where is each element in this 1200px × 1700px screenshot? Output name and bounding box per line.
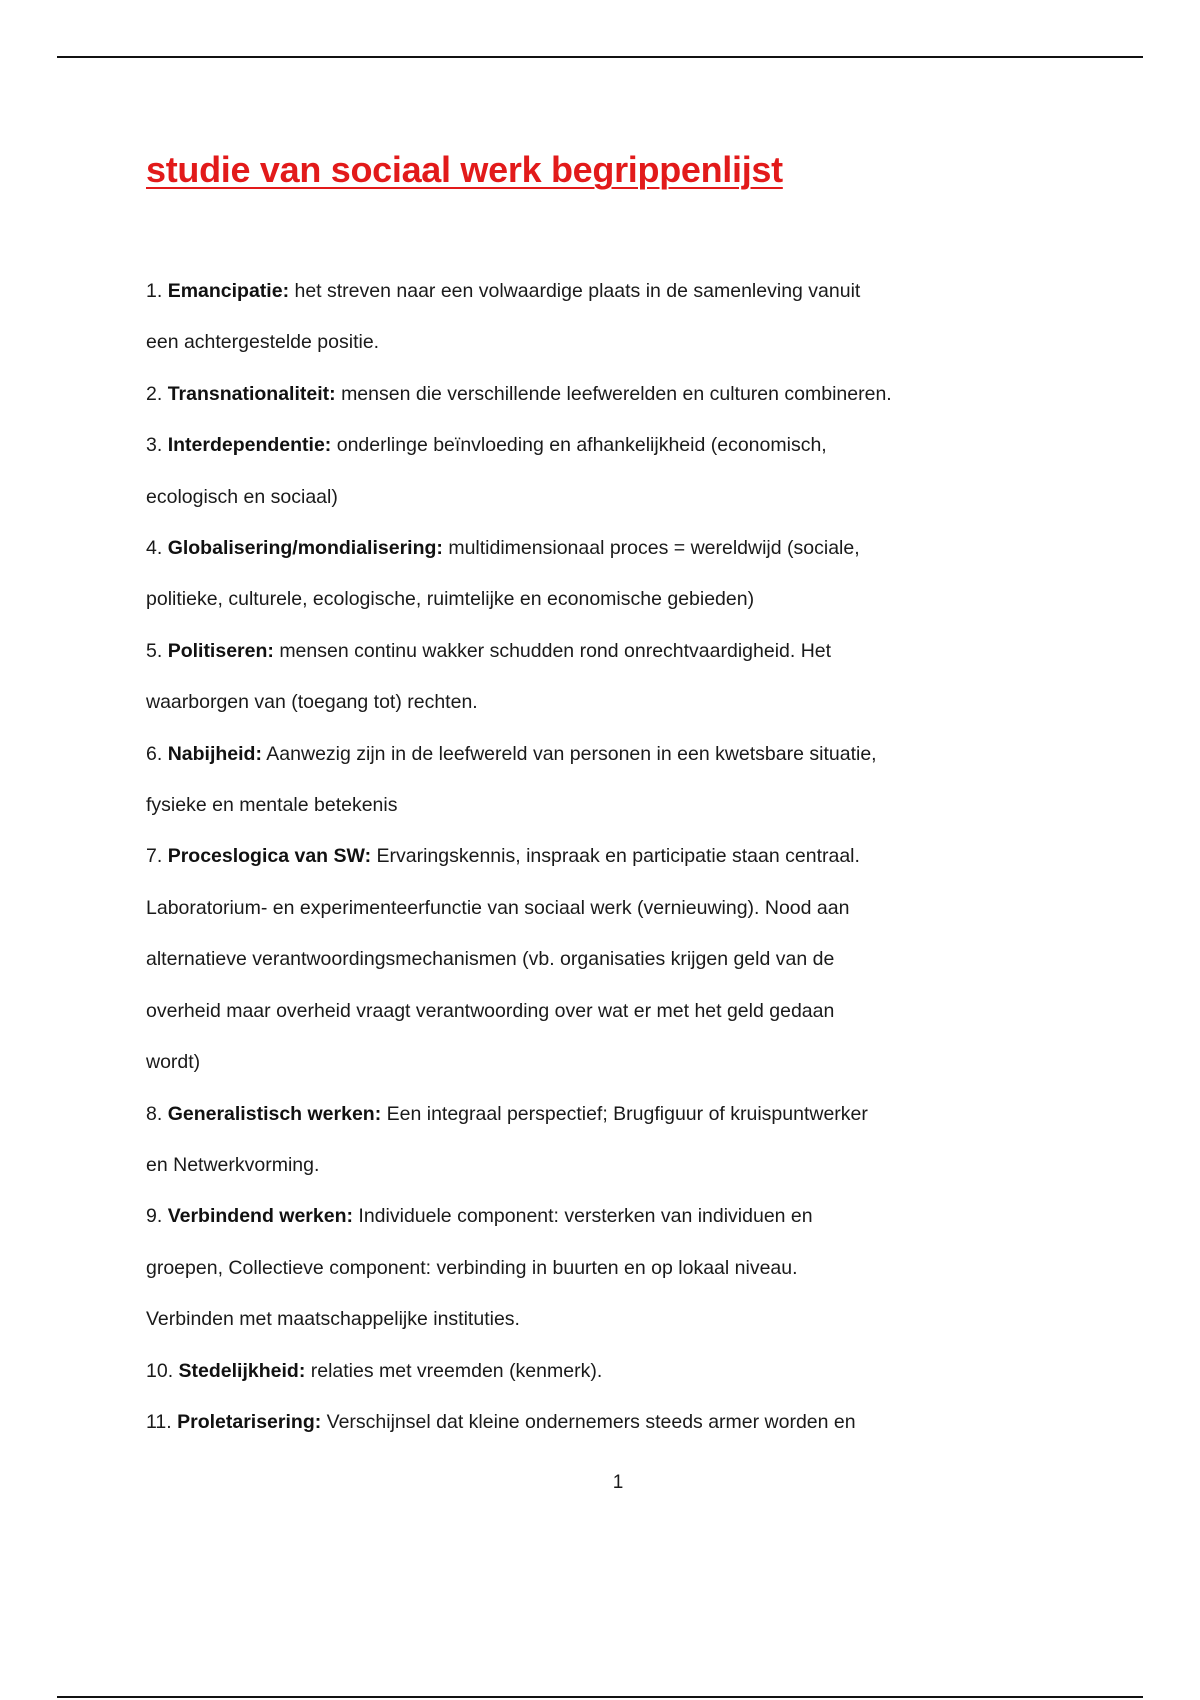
term-line: multidimensionaal proces = wereldwijd (sociale, (448, 537, 860, 560)
term-number: 6. (146, 742, 163, 765)
term-continuation (146, 1140, 1046, 1191)
term-line: Verschijnsel dat kleine ondernemers steeds armer worden en (326, 1410, 856, 1433)
term-word: Emancipatie: (167, 280, 290, 302)
term-number: 9. (146, 1205, 163, 1228)
term-number: 8. (146, 1102, 163, 1125)
header-rule (57, 56, 1143, 58)
term-continuation (146, 1037, 1046, 1088)
term-line: wordt) (146, 1051, 201, 1074)
term-word: Verbindend werken: (167, 1205, 353, 1228)
term-continuation (146, 780, 1046, 831)
term-continuation (146, 883, 1046, 934)
term-line: en Netwerkvorming. (146, 1153, 320, 1176)
term-item (146, 831, 1046, 882)
term-word: Stedelijkheid: (178, 1359, 306, 1382)
term-continuation (146, 677, 1046, 728)
term-number: 2. (146, 382, 163, 405)
term-line: onderlinge beïnvloeding en afhankelijkheid (economisch, (336, 434, 827, 457)
term-line: mensen continu wakker schudden rond onrechtvaardigheid. Het (279, 639, 832, 662)
term-line: Individuele component: versterken van individuen en (358, 1205, 813, 1228)
term-number: 4. (146, 537, 163, 560)
term-word: Nabijheid: (167, 742, 262, 765)
term-continuation (146, 317, 1046, 368)
page-number: 1 (612, 1472, 624, 1493)
term-continuation (146, 986, 1046, 1037)
term-line: een achtergestelde positie. (146, 331, 380, 354)
term-line: Laboratorium- en experimenteerfunctie van sociaal werk (vernieuwing). Nood aan (146, 896, 850, 919)
term-word: Globalisering/mondialisering: (167, 537, 443, 560)
term-number: 11. (146, 1410, 172, 1433)
term-line: alternatieve verantwoordingsmechanismen (vb. organisaties krijgen geld van de (146, 948, 835, 971)
term-item (146, 1191, 1046, 1242)
term-line: Verbinden met maatschappelijke instituties. (146, 1308, 520, 1331)
term-item (146, 369, 1046, 420)
term-number: 1. (146, 280, 163, 302)
term-item (146, 729, 1046, 780)
term-line: fysieke en mentale betekenis (146, 794, 398, 817)
term-word: Generalistisch werken: (167, 1102, 382, 1125)
term-number: 3. (146, 434, 163, 457)
term-word: Proceslogica van SW: (167, 845, 372, 868)
term-continuation (146, 934, 1046, 985)
term-continuation (146, 472, 1046, 523)
term-line: het streven naar een volwaardige plaats in de samenleving vanuit (294, 280, 861, 302)
term-number: 10. (146, 1359, 174, 1382)
term-word: Interdependentie: (167, 434, 332, 457)
document-title: studie van sociaal werk begrippenlijst (146, 149, 783, 190)
term-item (146, 266, 1046, 317)
term-item (146, 420, 1046, 471)
term-list (146, 266, 1046, 1448)
term-line: ecologisch en sociaal) (146, 485, 338, 508)
term-line: politieke, culturele, ecologische, ruimtelijke en economische gebieden) (146, 588, 755, 611)
term-continuation (146, 574, 1046, 625)
term-item (146, 523, 1046, 574)
term-item (146, 1089, 1046, 1140)
term-number: 5. (146, 639, 163, 662)
term-word: Transnationaliteit: (167, 382, 336, 405)
term-line: mensen die verschillende leefwerelden en culturen combineren. (341, 382, 892, 405)
term-line: waarborgen van (toegang tot) rechten. (146, 691, 478, 714)
term-line: overheid maar overheid vraagt verantwoording over wat er met het geld gedaan (146, 999, 835, 1022)
term-item (146, 1346, 1046, 1397)
term-continuation (146, 1243, 1046, 1294)
document-page (146, 146, 1046, 1433)
term-word: Proletarisering: (177, 1410, 322, 1433)
footer-rule (57, 1696, 1143, 1698)
term-line: Ervaringskennis, inspraak en participatie staan centraal. (376, 845, 860, 868)
term-word: Politiseren: (167, 639, 274, 662)
term-number: 7. (146, 845, 163, 868)
term-line: relaties met vreemden (kenmerk). (310, 1359, 603, 1382)
term-continuation (146, 1294, 1046, 1345)
term-line: Een integraal perspectief; Brugfiguur of kruispuntwerker (386, 1102, 868, 1125)
term-item (146, 626, 1046, 677)
term-line: Aanwezig zijn in de leefwereld van personen in een kwetsbare situatie, (266, 742, 877, 765)
term-line: groepen, Collectieve component: verbinding in buurten en op lokaal niveau. (146, 1256, 798, 1279)
term-item (146, 1397, 1046, 1448)
